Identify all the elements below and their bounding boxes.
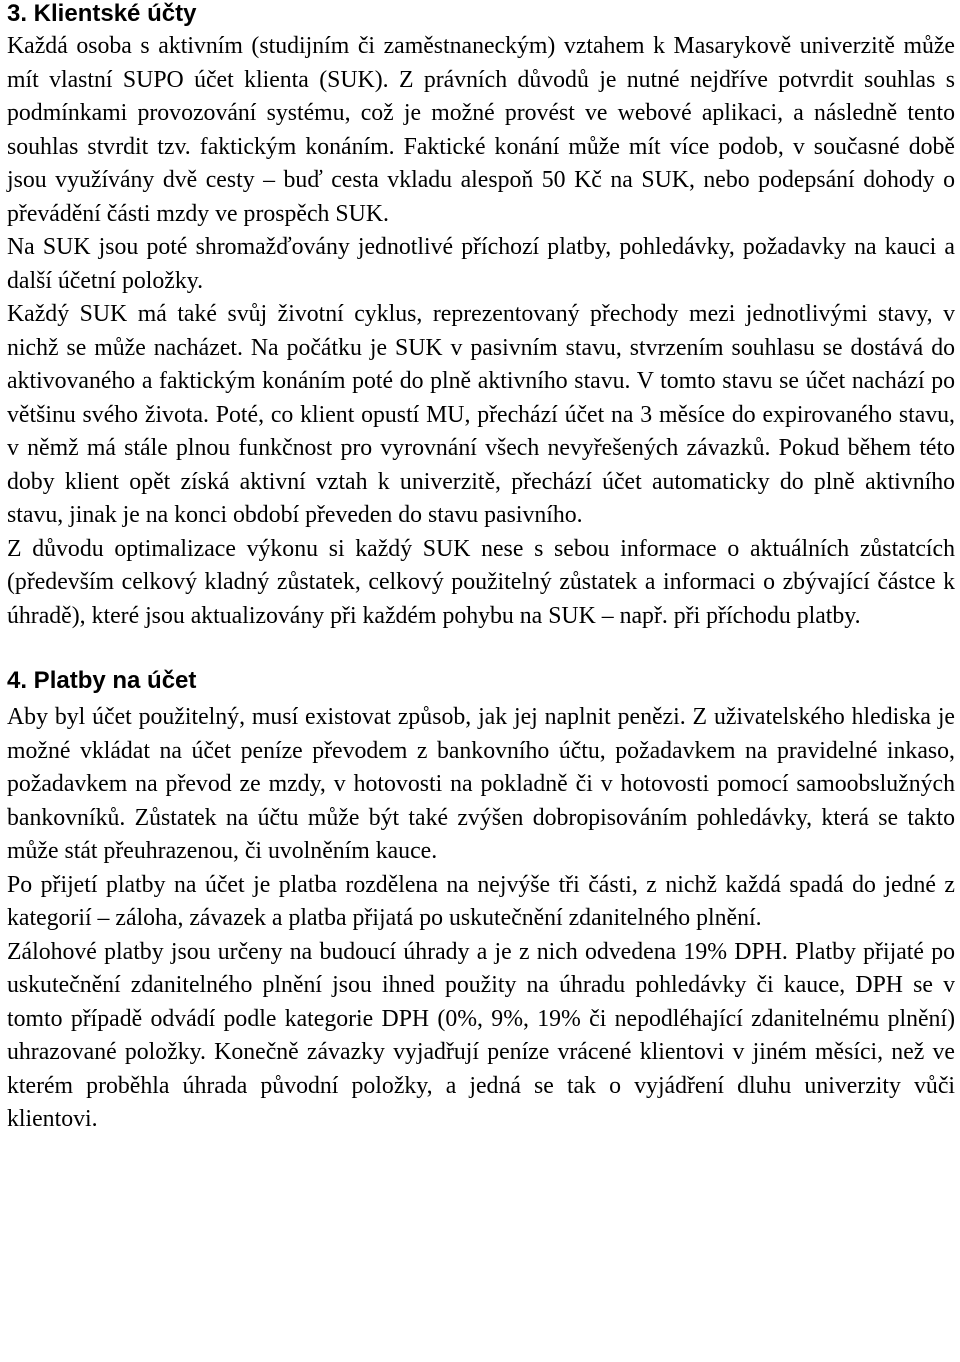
section-heading-klientske-ucty: 3. Klientské účty [7, 0, 197, 27]
document-page [7, 0, 955, 1137]
paragraph: Každý SUK má také svůj životní cyklus, reprezentovaný přechody mezi jednotlivými stavy, v nichž se může nacházet. Na počátku je SUK v pasivním stavu, stvrzením souhlasu se dostává do aktivovaného a faktickým konáním poté do plně aktivního stavu. V tomto stavu se účet nachází po většinu svého života. Poté, co klient opustí MU, přechází účet na 3 měsíce do expirovaného stavu, v němž má stále plnou funkčnost pro vyrovnání všech nevyřešených závazků. Pokud během této doby klient opět získá aktivní vztah k univerzitě, přechází účet automaticky do plně aktivního stavu, jinak je na konci období převeden do stavu pasivního. [7, 301, 955, 528]
paragraph: Každá osoba s aktivním (studijním či zaměstnaneckým) vztahem k Masarykově univerzitě může mít vlastní SUPO účet klienta (SUK). Z právních důvodů je nutné nejdříve potvrdit souhlas s podmínkami provozování systému, což je možné provést ve webové aplikaci, a následně tento souhlas stvrdit tzv. faktickým konáním. Faktické konání může mít více podob, v současné době jsou využívány dvě cesty – buď cesta vkladu alespoň 50 Kč na SUK, nebo podepsání dohody o převádění části mzdy ve prospěch SUK. [7, 33, 955, 227]
paragraph: Z důvodu optimalizace výkonu si každý SUK nese s sebou informace o aktuálních zůstatcích (především celkový kladný zůstatek, celkový použitelný zůstatek a informaci o zbývající částce k úhradě), které jsou aktualizovány při každém pohybu na SUK – např. při příchodu platby. [7, 535, 955, 629]
section-heading-platby-na-ucet: 4. Platby na účet [7, 667, 197, 694]
paragraph: Zálohové platby jsou určeny na budoucí úhrady a je z nich odvedena 19% DPH. Platby přijaté po uskutečnění zdanitelného plnění jsou ihned použity na úhradu pohledávky či kauce, DPH se v tomto případě odvádí podle kategorie DPH (0%, 9%, 19% či nepodléhající zdanitelnému plnění) uhrazované položky. Konečně závazky vyjadřují peníze vrácené klientovi v jiném měsíci, než ve kterém proběhla úhrada původní položky, a jedná se tak o vyjádření dluhu univerzity vůči klientovi. [7, 938, 955, 1132]
paragraph: Aby byl účet použitelný, musí existovat způsob, jak jej naplnit penězi. Z uživatelského hlediska je možné vkládat na účet peníze převodem z bankovního účtu, požadavkem na pravidelné inkaso, požadavkem na převod ze mzdy, v hotovosti na pokladně či v hotovosti pomocí samoobslužných bankovníků. Zůstatek na účtu může být také zvýšen dobropisováním pohledávky, která se takto může stát přeuhrazenou, či uvolněním kauce. [7, 704, 955, 864]
paragraph: Na SUK jsou poté shromažďovány jednotlivé příchozí platby, pohledávky, požadavky na kauci a další účetní položky. [7, 234, 955, 294]
paragraph: Po přijetí platby na účet je platba rozdělena na nejvýše tři části, z nichž každá spadá do jedné z kategorií – záloha, závazek a platba přijatá po uskutečnění zdanitelného plnění. [7, 871, 955, 931]
